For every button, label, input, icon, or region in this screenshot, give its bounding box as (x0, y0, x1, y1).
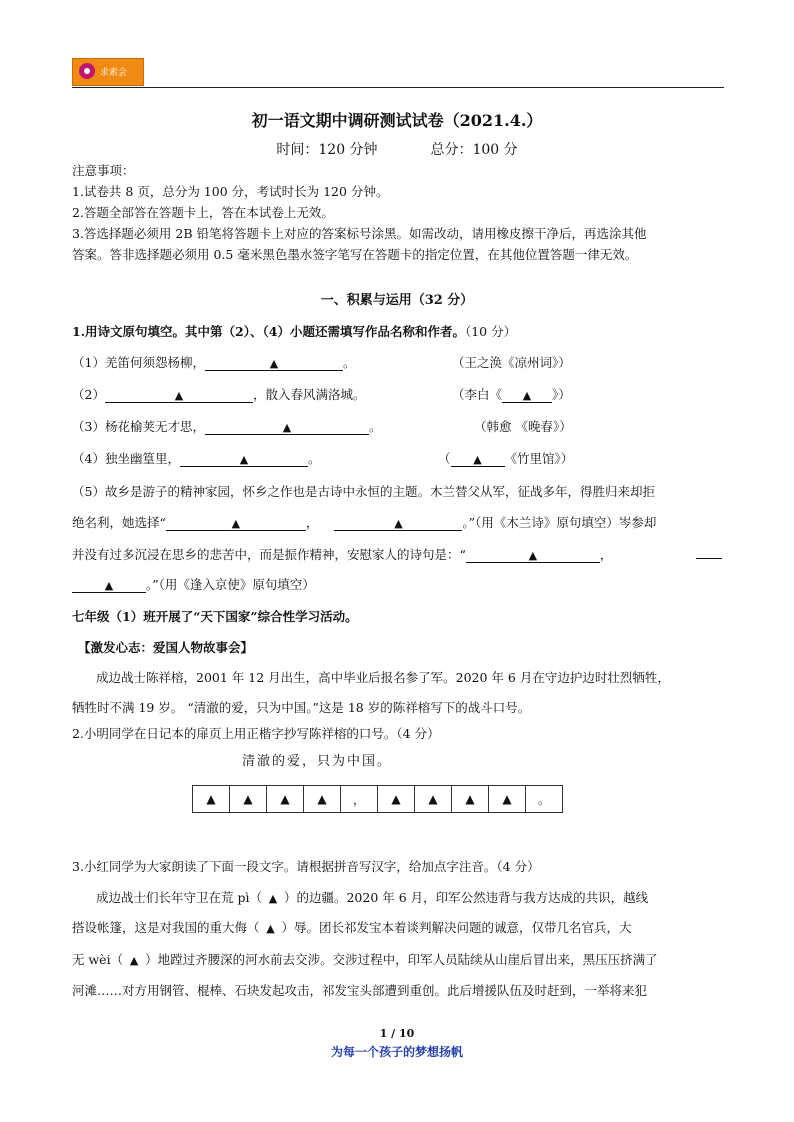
source-text: （李白《 (452, 387, 503, 402)
line-text: ， (305, 515, 319, 530)
triangle-icon: ▲ (239, 453, 249, 466)
exam-score: 总分：100 分 (430, 142, 518, 158)
source-text: 《竹里馆》） (504, 451, 574, 466)
grid-cell[interactable]: ▲ (230, 786, 267, 813)
question-1-line-5b (72, 513, 656, 531)
poem-source: （王之涣《凉州词》） (452, 355, 571, 370)
answer-blank[interactable] (180, 452, 308, 467)
paragraph-line: 成边战士陈祥榕，2001 年 12 月出生，高中毕业后报名参了军。2020 年 6 月在守边护边时壮烈牺牲， (96, 670, 670, 685)
line-text: 成边战士们长年守卫在荒 pì（ (96, 890, 262, 905)
line-text: ）地蹚过齐腰深的河水前去交涉。交涉过程中，印军人员陆续从山崖后冒出来，黑压压挤满了 (145, 952, 658, 967)
grid-cell: 。 (526, 786, 563, 813)
grid-cell[interactable]: ▲ (489, 786, 526, 813)
line-text: 。 (368, 419, 382, 434)
grid-cell: ， (341, 786, 378, 813)
question-3-stem: 3.小红同学为大家朗读了下面一段文字。请根据拼音写汉字，给加点字注音。（4 分） (72, 859, 540, 874)
paragraph-line (72, 918, 632, 936)
note-item: 答案。答非选择题必须用 0.5 毫米黑色墨水签字笔写在答题卡的指定位置，在其他位置答题一律无效。 (72, 247, 638, 262)
question-1-line-2 (72, 385, 365, 403)
line-text: 。 (307, 451, 321, 466)
grid-cell[interactable]: ▲ (378, 786, 415, 813)
poem-source: （韩愈 《晚春》） (474, 419, 572, 434)
triangle-icon: ▲ (528, 549, 538, 562)
source-text: 》） (552, 387, 571, 402)
question-1-line-1 (72, 353, 355, 371)
grid-cell[interactable]: ▲ (452, 786, 489, 813)
grid-cell[interactable]: ▲ (267, 786, 304, 813)
page-title: 初一语文期中调研测试试卷（2021.4.） (251, 111, 543, 130)
triangle-icon: ▲ (231, 517, 241, 530)
question-2-stem: 2.小明同学在日记本的扉页上用正楷字抄写陈祥榕的口号。（4 分） (72, 726, 440, 741)
line-text: 。”（用《逢入京使》原句填空） (146, 577, 315, 592)
line-text: （1）羌笛何须怨杨柳， (72, 355, 205, 370)
note-item: 1.试卷共 8 页，总分为 100 分，考试时长为 120 分钟。 (72, 184, 389, 199)
answer-blank[interactable] (105, 388, 253, 403)
grid-cell[interactable]: ▲ (304, 786, 341, 813)
answer-blank[interactable] (451, 452, 505, 467)
activity-intro: 七年级（1）班开展了“天下国家”综合性学习活动。 (72, 609, 358, 624)
footer-slogan: 为每一个孩子的梦想扬帆 (330, 1045, 463, 1059)
page-number: 1 / 10 (379, 1027, 415, 1040)
question-1-line-5c (72, 545, 612, 563)
exam-time: 时间：120 分钟 (276, 142, 378, 158)
grid-cell[interactable]: ▲ (415, 786, 452, 813)
answer-blank[interactable] (502, 388, 552, 403)
line-text: 。 (342, 355, 356, 370)
line-text: 无 wèi（ (72, 952, 124, 967)
line-text: ，散入春风满洛城。 (252, 387, 366, 402)
triangle-icon: ▲ (473, 453, 482, 466)
answer-slot[interactable] (262, 890, 284, 905)
question-1-stem (72, 322, 516, 340)
question-1-line-5d (72, 575, 315, 593)
exam-meta (0, 139, 794, 159)
line-text: 绝名利，她选择“ (72, 515, 166, 530)
paragraph-line (72, 950, 658, 968)
answer-blank[interactable] (166, 516, 306, 531)
note-item: 3.答选择题必须用 2B 铅笔将答题卡上对应的答案标号涂黑。如需改动，请用橡皮擦干净后，再选涂其他 (72, 226, 647, 241)
logo-text: 求索会 (100, 68, 128, 78)
triangle-icon: ▲ (174, 389, 184, 402)
answer-blank[interactable] (205, 356, 343, 371)
line-text: （4）独坐幽篁里， (72, 451, 180, 466)
flower-icon (79, 63, 95, 79)
answer-blank[interactable] (466, 548, 600, 563)
answer-slot[interactable] (123, 952, 145, 967)
answer-blank[interactable] (334, 516, 462, 531)
line-text: （3）杨花榆荚无才思， (72, 419, 205, 434)
answer-blank-continued[interactable] (696, 558, 722, 559)
grid-cell[interactable]: ▲ (193, 786, 230, 813)
triangle-icon: ▲ (522, 389, 532, 402)
triangle-icon: ▲ (269, 357, 279, 370)
question-1-line-3 (72, 417, 381, 435)
sample-slogan: 清澈的爱，只为中国。 (242, 754, 393, 769)
header-divider (72, 87, 724, 88)
answer-blank[interactable] (72, 578, 146, 593)
line-text: 搭设帐篷，这是对我国的重大侮（ (72, 920, 260, 935)
poem-source (452, 385, 571, 403)
question-1-points: （10 分） (464, 324, 517, 339)
activity-heading: 【激发心志：爱国人物故事会】 (78, 640, 254, 655)
line-text: ， (599, 547, 613, 562)
triangle-icon: ▲ (129, 954, 139, 967)
triangle-icon: ▲ (394, 517, 403, 530)
source-text: （ (438, 451, 451, 466)
notes-heading: 注意事项： (72, 163, 135, 178)
answer-blank[interactable] (205, 420, 369, 435)
section-heading: 一、积累与运用（32 分） (320, 293, 474, 308)
paragraph-line: 河滩……对方用钢管、棍棒、石块发起攻击，祁发宝头部遭到重创。此后增援队伍及时赶到，一举将来犯 (72, 983, 648, 998)
paragraph-line: 牺牲时不满 19 岁。 “清澈的爱，只为中国。”这是 18 岁的陈祥榕写下的战斗口号。 (72, 700, 531, 715)
question-1-text: 1.用诗文原句填空。其中第（2）、（4）小题还需填写作品名称和作者。 (72, 324, 465, 339)
triangle-icon: ▲ (266, 922, 275, 935)
line-text: （2） (72, 387, 105, 402)
line-text: ）的边疆。2020 年 6 月，印军公然违背与我方达成的共识，越线 (283, 890, 649, 905)
poem-source (438, 449, 573, 467)
note-item: 2.答题全部答在答题卡上，答在本试卷上无效。 (72, 205, 334, 220)
brand-logo (72, 58, 144, 86)
triangle-icon: ▲ (268, 892, 278, 905)
paragraph-line (96, 888, 648, 906)
triangle-icon: ▲ (104, 579, 114, 592)
answer-slot[interactable] (260, 920, 282, 935)
triangle-icon: ▲ (282, 421, 292, 434)
question-1-line-5a: （5）故乡是游子的精神家园，怀乡之作也是古诗中永恒的主题。木兰替父从军，征战多年，得胜归来却拒 (72, 484, 655, 499)
question-1-line-4 (72, 449, 320, 467)
line-text: ）辱。团长祁发宝本着谈判解决问题的诚意，仅带几名官兵，大 (281, 920, 632, 935)
line-text: 。”（用《木兰诗》原句填空）岑参却 (462, 515, 657, 530)
writing-grid (192, 785, 563, 813)
line-text: 并没有过多沉浸在思乡的悲苦中，而是振作精神，安慰家人的诗句是：“ (72, 547, 466, 562)
